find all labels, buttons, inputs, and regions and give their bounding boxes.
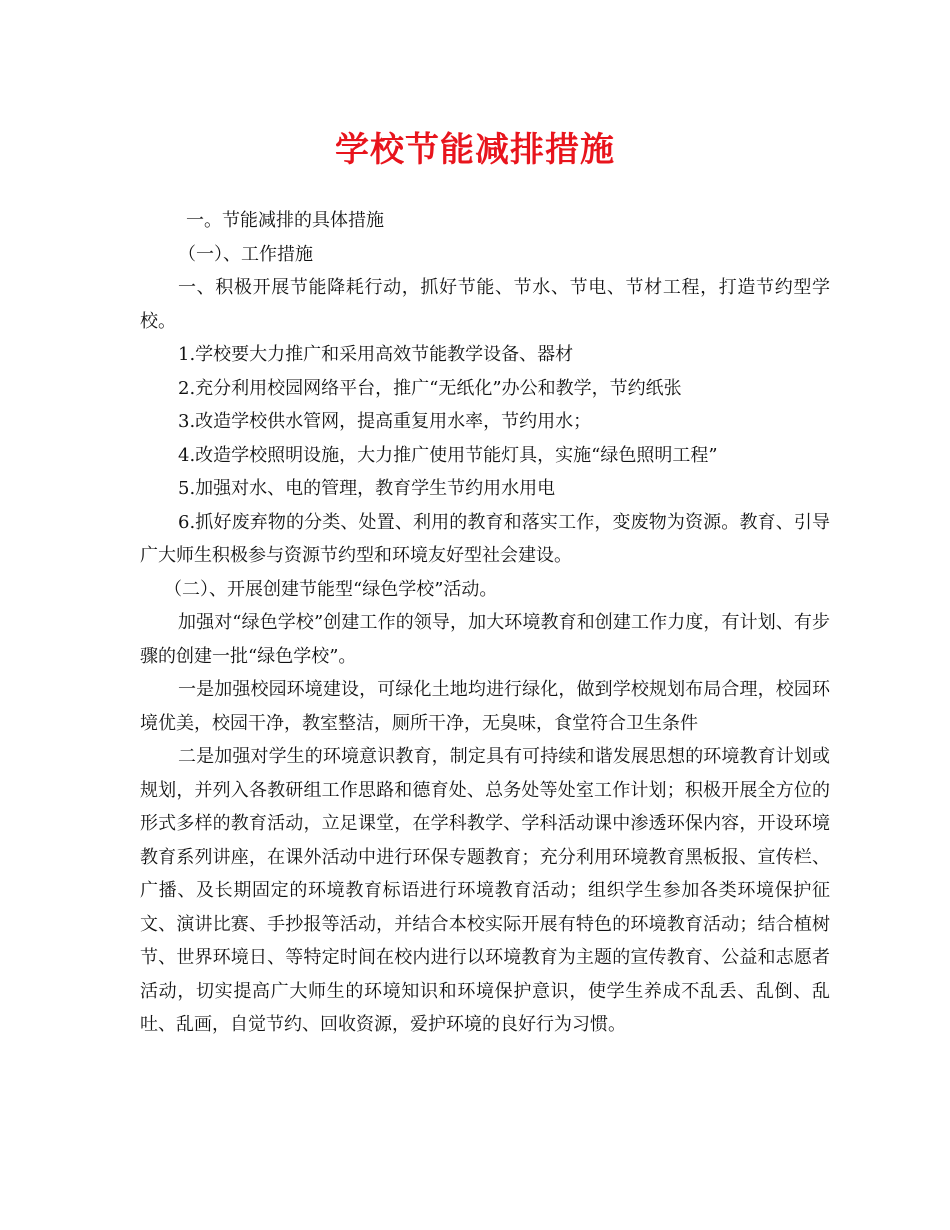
list-item: 4.改造学校照明设施，大力推广使用节能灯具，实施“绿色照明工程” — [178, 444, 718, 466]
list-item: 6.抓好废弃物的分类、处置、利用的教育和落实工作，变废物为资源。教育、引导广大师生积极参与资源节约型和环境友好型社会建设。 — [140, 511, 830, 566]
list-item: 5.加强对水、电的管理，教育学生节约用水用电 — [178, 478, 556, 499]
list-item: 1.学校要大力推广和采用高效节能教学设备、器材 — [178, 344, 574, 365]
document-body — [140, 204, 830, 1042]
document-title: 学校节能减排措施 — [335, 130, 615, 170]
paragraph: 二是加强对学生的环境意识教育，制定具有可持续和谐发展思想的环境教育计划或规划，并列入各教研组工作思路和德育处、总务处等处室工作计划；积极开展全方位的形式多样的教育活动，立足课堂，在学科教学、学科活动课中渗透环保内容，开设环境教育系列讲座，在课外活动中进行环保专题教育；充分利用环境教育黑板报、宣传栏、广播、及长期固定的环境教育标语进行环境教育活动；组织学生参加各类环境保护征文、演讲比赛、手抄报等活动，并结合本校实际开展有特色的环境教育活动；结合植树节、世界环境日、等特定时间在校内进行以环境教育为主题的宣传教育、公益和志愿者活动，切实提高广大师生的环境知识和环境保护意识，使学生养成不乱丢、乱倒、乱吐、乱画，自觉节约、回收资源，爱护环境的良好行为习惯。 — [140, 746, 830, 1035]
section-heading: 一。节能减排的具体措施 — [186, 210, 384, 231]
paragraph: 一、积极开展节能降耗行动，抓好节能、节水、节电、节材工程，打造节约型学校。 — [140, 277, 830, 332]
list-item: 2.充分利用校园网络平台，推广“无纸化”办公和教学，节约纸张 — [178, 377, 682, 399]
subsection-heading: （二）、开展创建节能型“绿色学校”活动。 — [164, 578, 498, 600]
paragraph: 加强对“绿色学校”创建工作的领导，加大环境教育和创建工作力度，有计划、有步骤的创建一批“绿色学校”。 — [140, 612, 830, 667]
paragraph: 一是加强校园环境建设，可绿化土地均进行绿化，做到学校规划布局合理，校园环境优美，校园干净，教室整洁，厕所干净，无臭味，食堂符合卫生条件 — [140, 679, 830, 734]
subsection-heading: （一）、工作措施 — [178, 243, 313, 265]
list-item: 3.改造学校供水管网，提高重复用水率，节约用水； — [178, 411, 592, 432]
